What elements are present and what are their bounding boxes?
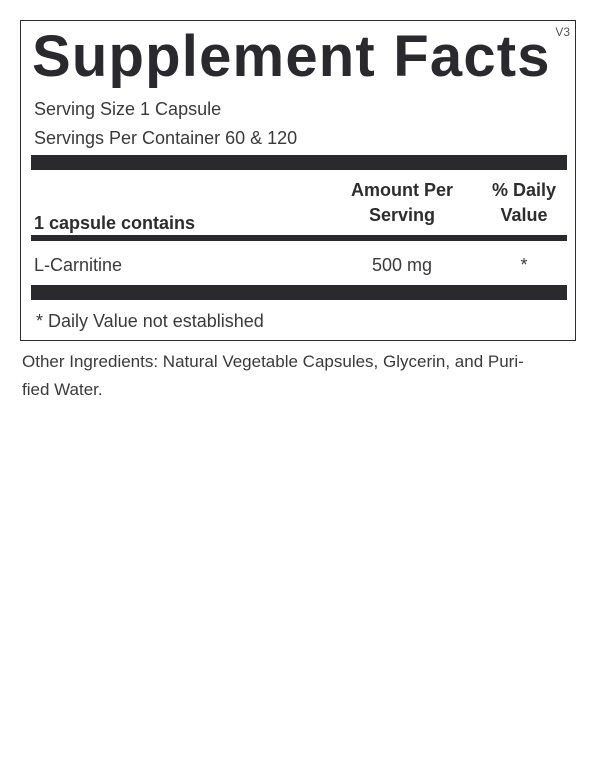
amount-per-serving-header	[336, 178, 468, 228]
thick-divider-top	[31, 155, 567, 170]
other-ingredients	[22, 348, 577, 404]
other-ingredients-line2: fied Water.	[22, 380, 103, 399]
supplement-facts-panel	[20, 20, 576, 341]
ingredient-daily-value: *	[520, 255, 528, 275]
thick-divider-bottom	[31, 285, 567, 300]
contains-header: 1 capsule contains	[34, 213, 196, 233]
daily-value-footnote: * Daily Value not established	[36, 311, 264, 331]
version-label: V3	[555, 25, 570, 39]
dv-header-line1: % Daily	[491, 180, 557, 200]
amount-header-line2: Serving	[368, 205, 436, 225]
daily-value-header	[481, 178, 567, 228]
thin-divider	[31, 235, 567, 241]
other-ingredients-line1: Other Ingredients: Natural Vegetable Capsules, Glycerin, and Puri-	[22, 352, 524, 371]
amount-header-line1: Amount Per	[350, 180, 453, 200]
ingredient-amount: 500 mg	[371, 255, 433, 275]
ingredient-name: L-Carnitine	[34, 255, 123, 275]
servings-per-container: Servings Per Container 60 & 120	[34, 128, 298, 148]
serving-size: Serving Size 1 Capsule	[34, 99, 222, 119]
panel-title: Supplement Facts	[32, 24, 551, 89]
dv-header-line2: Value	[500, 205, 548, 225]
